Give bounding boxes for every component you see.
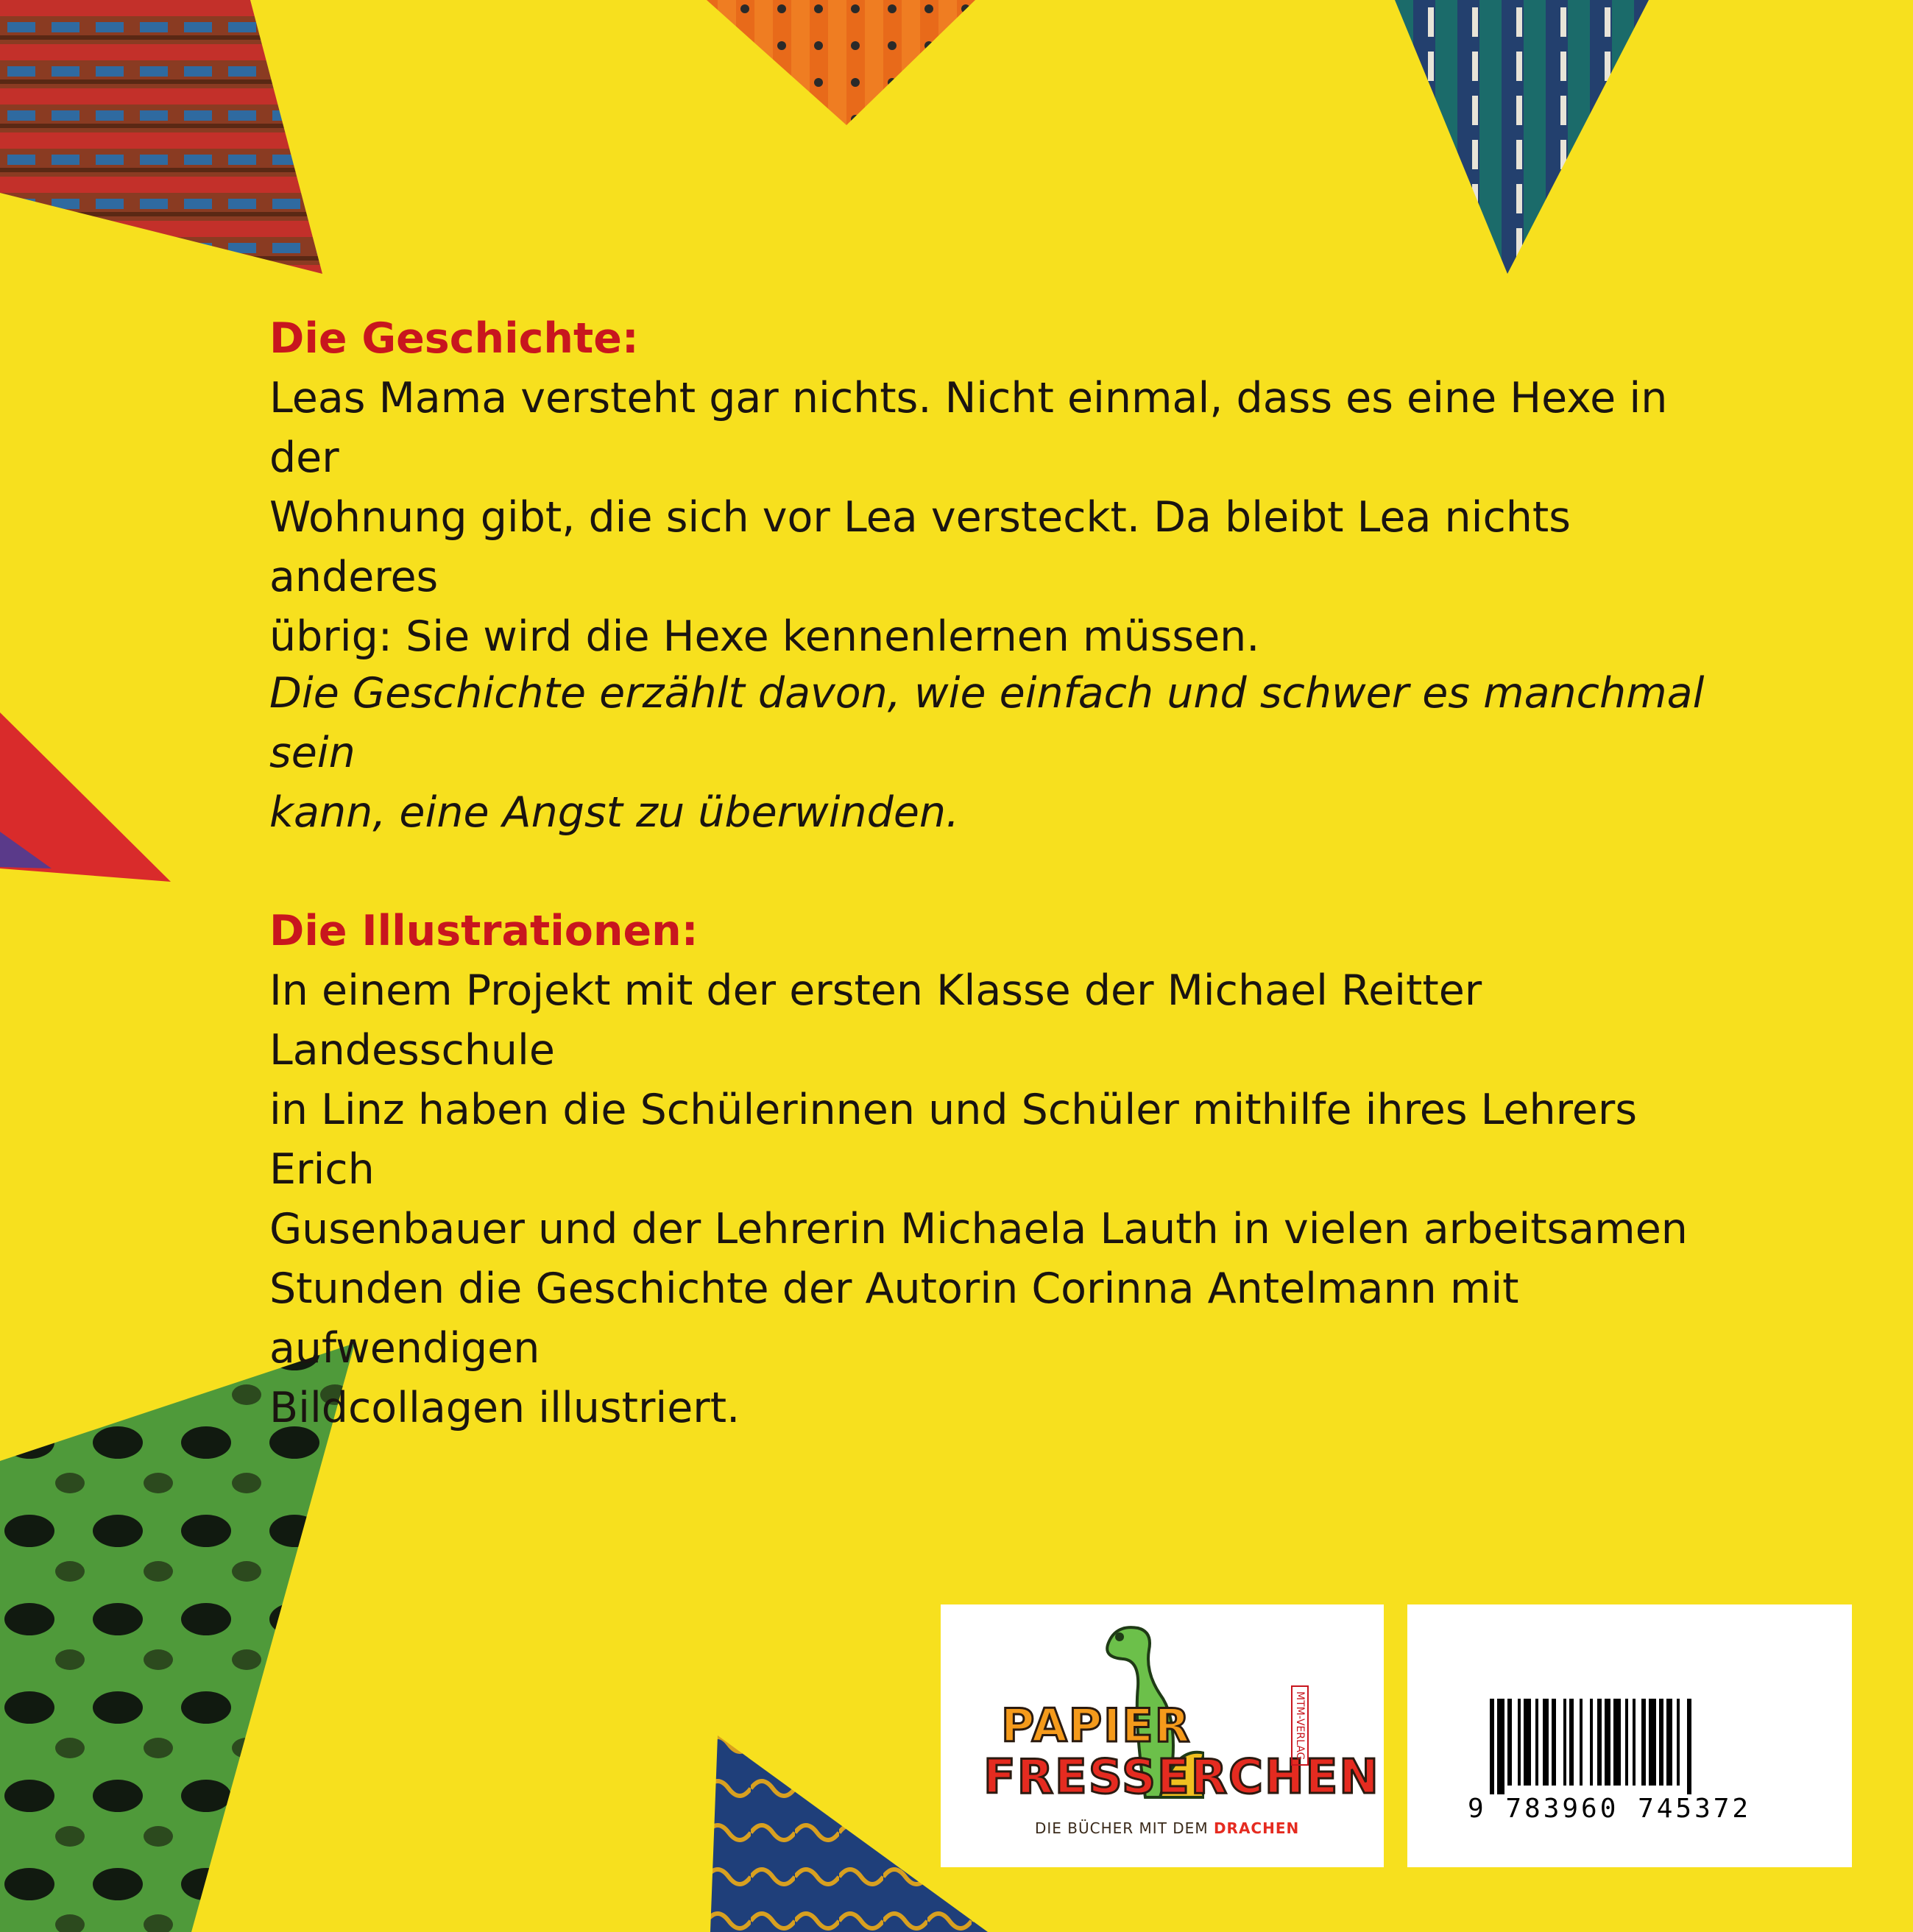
story-line: Leas Mama versteht gar nichts. Nicht einmal, dass es eine Hexe in der (269, 374, 1668, 482)
barcode-bar (1613, 1699, 1621, 1786)
barcode-bar (1666, 1699, 1672, 1786)
barcode-bar (1552, 1699, 1556, 1786)
barcode-bar (1563, 1699, 1566, 1786)
barcode-bar (1524, 1699, 1531, 1786)
isbn-digits: 9 783960 745372 (1468, 1794, 1752, 1824)
barcode-bar (1490, 1699, 1494, 1794)
barcode-bar (1507, 1699, 1512, 1786)
barcode-bar (1659, 1699, 1663, 1786)
barcode-bar (1543, 1699, 1549, 1786)
publisher-tagline-accent: DRACHEN (1213, 1819, 1300, 1837)
illustrations-section (269, 902, 1727, 1438)
barcode-bar (1633, 1699, 1636, 1786)
publisher-side-label: MTM-VERLAG (1291, 1685, 1309, 1766)
barcode-bar (1625, 1699, 1628, 1786)
illustrations-heading: Die Illustrationen: (269, 907, 699, 955)
publisher-logo-word1: PAPIER (1001, 1699, 1192, 1752)
barcode-bar (1641, 1699, 1646, 1786)
barcode-bar (1518, 1699, 1521, 1786)
barcode-bar (1677, 1699, 1680, 1786)
illustrations-line: Bildcollagen illustriert. (269, 1384, 740, 1432)
tagline-section (269, 664, 1727, 843)
barcode-bar (1580, 1699, 1583, 1786)
illustrations-line: Gusenbauer und der Lehrerin Michaela Lauth in vielen arbeitsamen (269, 1205, 1688, 1253)
story-line: übrig: Sie wird die Hexe kennenlernen müssen. (269, 612, 1260, 661)
story-heading: Die Geschichte: (269, 314, 639, 363)
publisher-tagline-prefix: DIE BÜCHER MIT DEM (1035, 1819, 1209, 1837)
barcode-bar (1497, 1699, 1504, 1794)
barcode-bar (1597, 1699, 1602, 1786)
barcode-bar (1590, 1699, 1593, 1786)
barcode-bar (1649, 1699, 1656, 1786)
story-section (269, 309, 1727, 667)
barcode-icon (1490, 1699, 1769, 1794)
illustrations-line: Stunden die Geschichte der Autorin Corinna Antelmann mit aufwendigen (269, 1264, 1519, 1373)
tagline-line: kann, eine Angst zu überwinden. (269, 788, 960, 837)
barcode-bar (1569, 1699, 1574, 1786)
barcode-bar (1605, 1699, 1610, 1786)
story-line: Wohnung gibt, die sich vor Lea versteckt. Da bleibt Lea nichts anderes (269, 493, 1571, 601)
publisher-logo-box (941, 1604, 1384, 1867)
illustrations-line: in Linz haben die Schülerinnen und Schüler mithilfe ihres Lehrers Erich (269, 1086, 1638, 1194)
publisher-tagline (1035, 1819, 1299, 1837)
barcode-bar (1687, 1699, 1691, 1794)
tagline-line: Die Geschichte erzählt davon, wie einfach und schwer es manchmal sein (269, 669, 1705, 777)
illustrations-line: In einem Projekt mit der ersten Klasse der Michael Reitter Landesschule (269, 966, 1482, 1075)
barcode-bar (1535, 1699, 1538, 1786)
isbn-barcode-box (1407, 1604, 1852, 1867)
publisher-logo-word2: FRESSERCHEN (983, 1750, 1380, 1805)
